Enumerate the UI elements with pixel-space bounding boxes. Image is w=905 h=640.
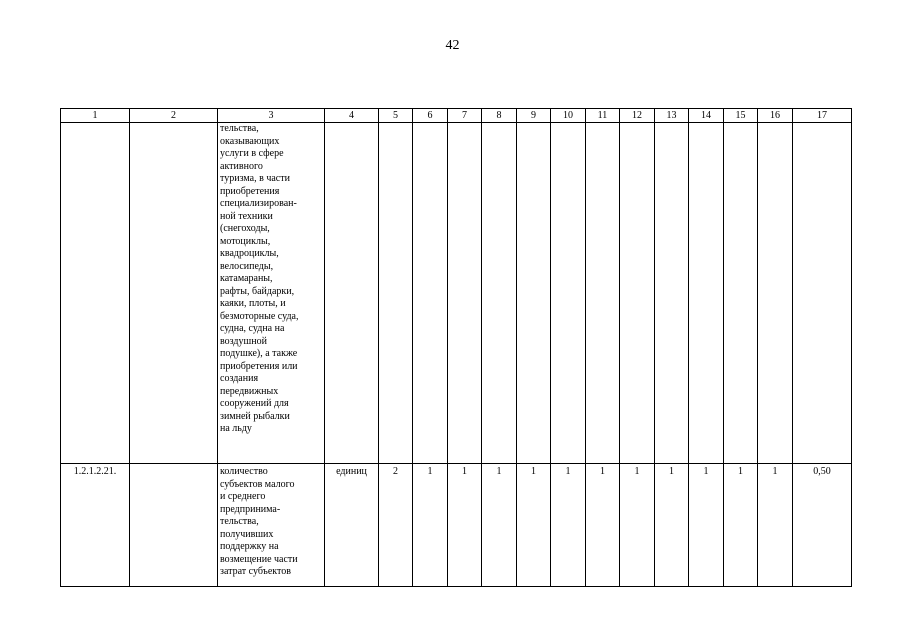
description-line: приобретения или (220, 360, 298, 372)
table-cell (517, 123, 551, 464)
table-cell (724, 123, 758, 464)
description-line: катамараны, (220, 273, 273, 284)
description-line: на льду (220, 423, 252, 434)
column-header: 7 (448, 109, 482, 123)
description-line: передвижных (220, 385, 279, 397)
description-line: затрат субъектов (220, 566, 291, 577)
column-header: 9 (517, 109, 551, 123)
value-cell: 2 (379, 464, 413, 587)
description-line: туризма, в части (220, 173, 290, 184)
table-cell (61, 123, 130, 464)
value-cell: 1 (620, 464, 655, 587)
description-cell (218, 123, 325, 464)
description-line: зимней рыбалки (220, 410, 290, 422)
description-line: и среднего (220, 491, 266, 502)
column-header: 15 (724, 109, 758, 123)
column-header: 5 (379, 109, 413, 123)
value-cell: 1 (758, 464, 793, 587)
column-header: 14 (689, 109, 724, 123)
table-cell (620, 123, 655, 464)
description-line: получивших (220, 528, 274, 540)
description-line: воздушной (220, 335, 267, 347)
column-header: 1 (61, 109, 130, 123)
description-line: каяки, плоты, и (220, 298, 286, 309)
column-header: 2 (130, 109, 218, 123)
description-line: квадроциклы, (220, 248, 279, 259)
column-header: 10 (551, 109, 586, 123)
table-cell (758, 123, 793, 464)
table-cell (130, 464, 218, 587)
data-table (60, 108, 852, 587)
description-line: оказывающих (220, 135, 280, 147)
table-cell (379, 123, 413, 464)
column-header: 16 (758, 109, 793, 123)
value-cell: 1 (482, 464, 517, 587)
description-line: велосипеды, (220, 260, 274, 272)
description-line: приобретения (220, 185, 280, 197)
column-header: 11 (586, 109, 620, 123)
description-line: тельства, (220, 516, 259, 527)
table-cell (325, 123, 379, 464)
description-line: судна, судна на (220, 323, 285, 334)
description-line: специализирован- (220, 198, 297, 209)
column-header: 6 (413, 109, 448, 123)
value-cell: 1 (655, 464, 689, 587)
value-cell: 1 (517, 464, 551, 587)
value-cell: 1 (689, 464, 724, 587)
table-cell (448, 123, 482, 464)
description-line: подушке), а также (220, 348, 298, 359)
description-cell (218, 464, 325, 587)
table-row-continued (61, 123, 852, 464)
description-line: субъектов малого (220, 478, 295, 490)
table-cell (586, 123, 620, 464)
description-line: поддержку на (220, 541, 279, 552)
value-cell: 1 (448, 464, 482, 587)
description-line: тельства, (220, 123, 259, 134)
column-header: 13 (655, 109, 689, 123)
value-cell: 1 (586, 464, 620, 587)
value-cell: 1 (724, 464, 758, 587)
column-header: 4 (325, 109, 379, 123)
total-cell: 0,50 (793, 464, 852, 587)
column-header: 12 (620, 109, 655, 123)
row-code: 1.2.1.2.21. (61, 464, 130, 587)
table-cell (551, 123, 586, 464)
description-line: количество (220, 466, 268, 477)
value-cell: 1 (413, 464, 448, 587)
column-header: 17 (793, 109, 852, 123)
table-cell (689, 123, 724, 464)
description-line: активного (220, 160, 263, 172)
table-row (61, 464, 852, 587)
description-line: услуги в сфере (220, 148, 284, 159)
description-line: мотоциклы, (220, 235, 271, 247)
table-cell (482, 123, 517, 464)
table-cell (655, 123, 689, 464)
description-line: предпринима- (220, 503, 281, 515)
unit-cell: единиц (325, 464, 379, 587)
table-cell (130, 123, 218, 464)
table-cell (413, 123, 448, 464)
column-header: 3 (218, 109, 325, 123)
description-line: ной техники (220, 210, 273, 222)
description-line: безмоторные суда, (220, 310, 299, 322)
table-cell (793, 123, 852, 464)
table-header-row (61, 109, 852, 123)
description-line: (снегоходы, (220, 223, 270, 234)
description-line: возмещение части (220, 553, 298, 565)
description-line: сооружений для (220, 398, 289, 409)
page-number: 42 (445, 38, 460, 53)
column-header: 8 (482, 109, 517, 123)
description-line: рафты, байдарки, (220, 285, 295, 297)
description-line: создания (220, 373, 259, 384)
value-cell: 1 (551, 464, 586, 587)
